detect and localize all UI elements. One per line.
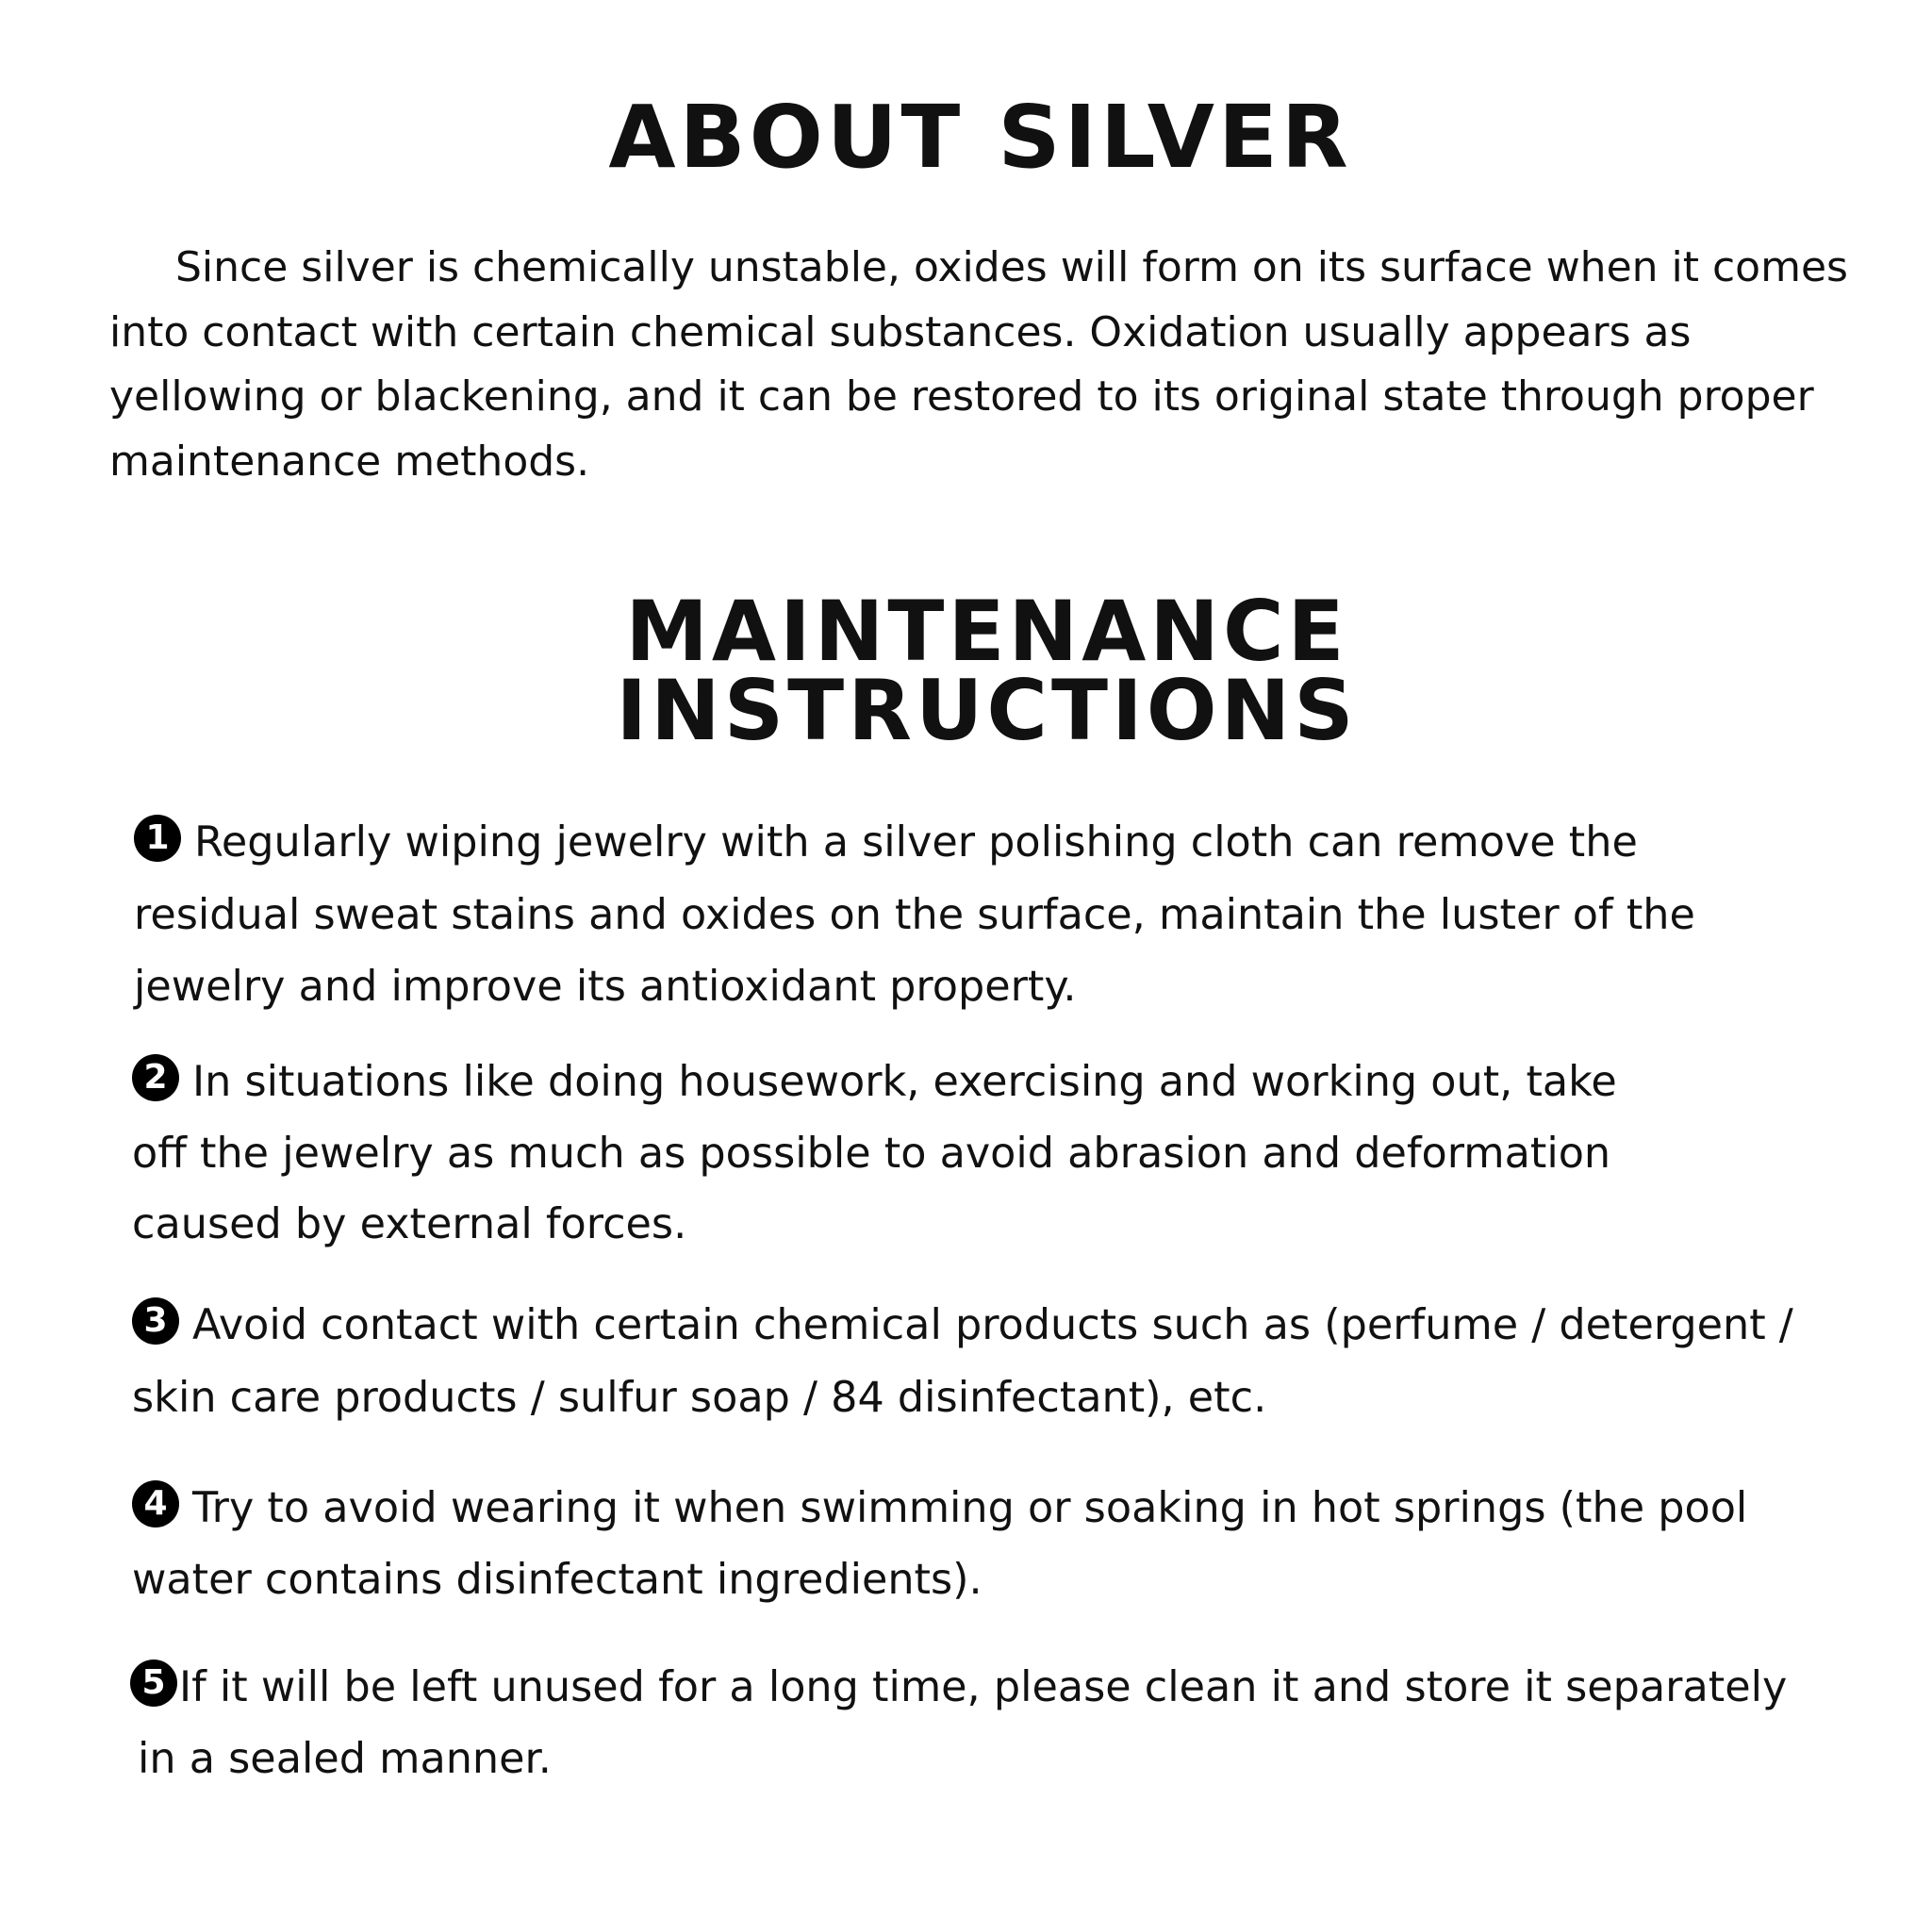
item-4-line-1-text: Try to avoid wearing it when swimming or soaking in hot springs (the pool	[192, 1484, 1748, 1532]
item-3-line-2: skin care products / sulfur soap / 84 disinfectant), etc.	[132, 1373, 1267, 1422]
item-3-line-1	[132, 1290, 1793, 1362]
number-2-icon: 2	[132, 1054, 179, 1101]
item-1-line-2: residual sweat stains and oxides on the surface, maintain the luster of the	[134, 890, 1695, 939]
number-1-icon: 1	[134, 815, 181, 862]
maintenance-heading-line-1: MAINTENANCE	[625, 583, 1348, 680]
maintenance-item-5	[130, 1652, 1787, 1794]
maintenance-item-4	[132, 1473, 1747, 1615]
item-3-line-1-text: Avoid contact with certain chemical products such as (perfume / detergent /	[192, 1301, 1793, 1349]
item-2-line-1-text: In situations like doing housework, exercising and working out, take	[192, 1058, 1617, 1106]
maintenance-item-3	[132, 1290, 1793, 1434]
item-5-line-1	[130, 1652, 1787, 1724]
about-silver-paragraph: Since silver is chemically unstable, oxides will form on its surface when it comes into contact with certain chemical substances. Oxidation usually appears as yellowing or blackening, and it can be restored to its original state through proper maintenance methods.	[109, 243, 1848, 486]
item-1-line-3: jewelry and improve its antioxidant property.	[134, 963, 1077, 1011]
item-4-line-1	[132, 1473, 1747, 1544]
item-5-line-1-text: If it will be left unused for a long time, please clean it and store it separately	[179, 1663, 1788, 1711]
maintenance-instructions-heading	[0, 583, 1932, 759]
item-1-line-1	[134, 807, 1695, 880]
item-4-line-2: water contains disinfectant ingredients).	[132, 1555, 983, 1604]
item-2-line-3: caused by external forces.	[132, 1200, 687, 1248]
item-2-line-1	[132, 1047, 1617, 1118]
maintenance-item-2	[132, 1047, 1617, 1261]
number-5-icon: 5	[130, 1660, 177, 1707]
item-1-line-1-text: Regularly wiping jewelry with a silver polishing cloth can remove the	[194, 818, 1638, 867]
number-3-icon: 3	[132, 1297, 179, 1345]
maintenance-item-1	[134, 807, 1695, 1024]
number-4-icon: 4	[132, 1480, 179, 1527]
item-2-line-2: off the jewelry as much as possible to avoid abrasion and deformation	[132, 1129, 1611, 1178]
about-silver-heading: ABOUT SILVER	[608, 87, 1352, 188]
item-5-line-2: in a sealed manner.	[138, 1734, 552, 1783]
maintenance-heading-line-2: INSTRUCTIONS	[616, 662, 1358, 759]
